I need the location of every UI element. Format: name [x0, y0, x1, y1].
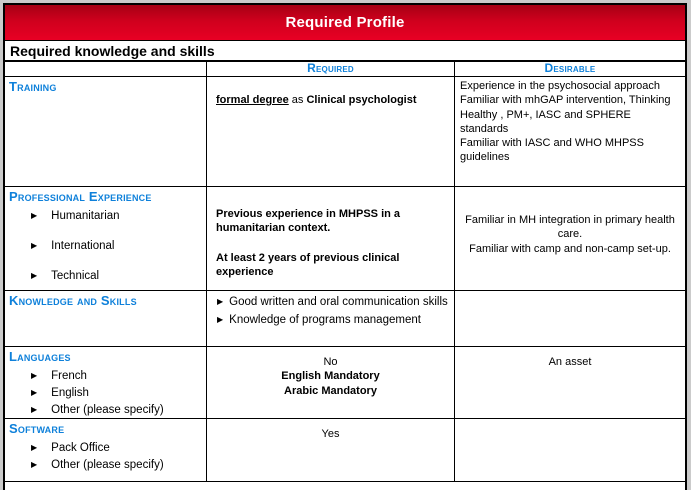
languages-required-cell	[207, 347, 455, 419]
column-header-desirable: Desirable	[455, 62, 685, 77]
list-item	[217, 313, 454, 328]
bullet-icon: ▶	[31, 270, 38, 280]
languages-required-line: No	[323, 356, 338, 368]
training-desirable-cell	[455, 77, 685, 187]
languages-desirable-line: An asset	[548, 356, 592, 368]
bullet-icon: ▶	[31, 210, 38, 220]
corner-empty-cell	[5, 62, 207, 77]
software-desirable-cell	[455, 419, 685, 482]
training-desirable-line: Experience in the psychosocial approach	[460, 80, 660, 92]
training-required-connector: as	[288, 94, 307, 106]
bullet-icon: ▶	[31, 404, 38, 414]
row-training-header-cell	[5, 77, 207, 187]
row-knowledge-header-cell	[5, 291, 207, 347]
bullet-icon: ▶	[31, 387, 38, 397]
bullet-icon: ▶	[217, 314, 224, 324]
experience-required-paragraph: At least 2 years of previous clinical experience	[216, 251, 400, 278]
languages-desirable-cell	[455, 347, 685, 419]
bullet-label: Other (please specify)	[51, 458, 164, 471]
training-required-bold: Clinical psychologist	[306, 94, 417, 106]
row-header-training: Training	[9, 79, 57, 94]
bullet-label: Humanitarian	[51, 209, 120, 222]
bullet-label: Pack Office	[51, 441, 110, 454]
knowledge-bullet-list	[207, 291, 454, 328]
bullet-label: English	[51, 386, 89, 399]
languages-bullet-list	[5, 369, 206, 418]
row-experience-header-cell	[5, 187, 207, 291]
section-header: Required knowledge and skills	[10, 42, 215, 59]
profile-grid	[5, 62, 685, 488]
software-required-line: Yes	[321, 428, 340, 440]
row-header-knowledge: Knowledge and Skills	[9, 293, 137, 308]
row-languages-header-cell	[5, 347, 207, 419]
knowledge-required-cell	[207, 291, 455, 347]
list-item	[31, 369, 206, 384]
row-header-experience: Professional Experience	[9, 189, 152, 204]
bullet-icon: ▶	[31, 459, 38, 469]
experience-required-cell	[207, 187, 455, 291]
section-header-row	[5, 41, 685, 62]
column-header-required: Required	[207, 62, 455, 77]
list-item	[217, 295, 454, 310]
bullet-label: Other (please specify)	[51, 403, 164, 416]
software-bullet-list	[5, 441, 206, 473]
languages-required-line: English Mandatory	[281, 370, 380, 383]
bullet-label: International	[51, 239, 115, 252]
training-desirable-line: Familiar with IASC and WHO MHPSS guidelines	[460, 137, 644, 164]
bullet-label: Good written and oral communication skills	[229, 296, 448, 308]
training-required-underlined: formal degree	[216, 94, 289, 106]
list-item	[31, 239, 206, 254]
row-software-header-cell	[5, 419, 207, 482]
experience-required-paragraph: Previous experience in MHPSS in a humanitarian context.	[216, 208, 401, 235]
required-profile-table	[3, 3, 687, 490]
bullet-icon: ▶	[31, 370, 38, 380]
bullet-icon: ▶	[31, 442, 38, 452]
experience-bullet-list	[5, 209, 206, 284]
training-required-cell	[207, 77, 455, 187]
experience-desirable-cell	[455, 187, 685, 291]
bullet-icon: ▶	[31, 240, 38, 250]
row-header-languages: Languages	[9, 349, 71, 364]
list-item	[31, 458, 206, 473]
experience-desirable-line: Familiar in MH integration in primary health care.	[465, 214, 675, 241]
bullet-label: French	[51, 369, 87, 382]
experience-desirable-line: Familiar with camp and non-camp set-up.	[469, 242, 671, 255]
bullet-icon: ▶	[217, 297, 224, 306]
list-item	[31, 386, 206, 401]
software-required-cell	[207, 419, 455, 482]
table-title: Required Profile	[285, 14, 405, 31]
table-title-bar	[5, 5, 685, 41]
truncated-next-row	[5, 482, 685, 488]
list-item	[31, 403, 206, 418]
bullet-label: Knowledge of programs management	[229, 313, 421, 326]
languages-required-line: Arabic Mandatory	[284, 384, 377, 397]
list-item	[31, 269, 206, 284]
knowledge-desirable-cell	[455, 291, 685, 347]
training-desirable-line: Familiar with mhGAP intervention, Thinking Healthy , PM+, IASC and SPHERE standards	[460, 94, 671, 135]
bullet-label: Technical	[51, 269, 100, 282]
list-item	[31, 441, 206, 456]
list-item	[31, 209, 206, 224]
row-header-software: Software	[9, 421, 65, 436]
